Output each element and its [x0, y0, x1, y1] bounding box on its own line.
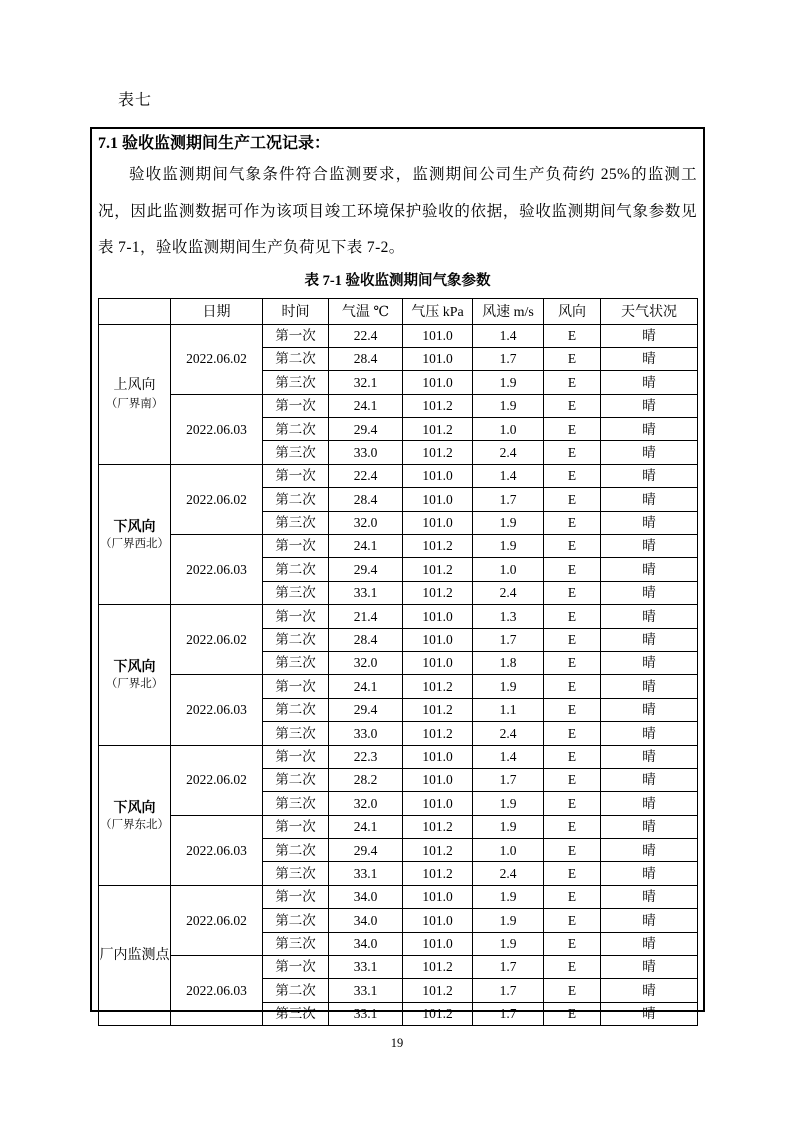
- pressure-cell: 101.2: [403, 394, 473, 417]
- pressure-cell: 101.2: [403, 956, 473, 979]
- temp-cell: 21.4: [329, 605, 403, 628]
- pressure-cell: 101.2: [403, 1002, 473, 1025]
- wind-dir-cell: E: [544, 979, 601, 1002]
- location-name: 下风向: [113, 518, 156, 535]
- temp-cell: 33.1: [329, 862, 403, 885]
- wind-dir-cell: E: [544, 371, 601, 394]
- wind-dir-cell: E: [544, 698, 601, 721]
- date-cell: 2022.06.03: [171, 535, 263, 605]
- temp-cell: 32.0: [329, 651, 403, 674]
- wind-dir-cell: E: [544, 909, 601, 932]
- date-cell: 2022.06.03: [171, 815, 263, 885]
- temp-cell: 22.3: [329, 745, 403, 768]
- time-cell: 第一次: [263, 885, 329, 908]
- weather-cell: 晴: [601, 558, 698, 581]
- weather-cell: 晴: [601, 464, 698, 487]
- wind-speed-cell: 1.7: [473, 956, 544, 979]
- time-cell: 第三次: [263, 862, 329, 885]
- col-header-3: 气温 ℃: [329, 298, 403, 324]
- date-cell: 2022.06.03: [171, 394, 263, 464]
- wind-speed-cell: 1.9: [473, 675, 544, 698]
- pressure-cell: 101.2: [403, 441, 473, 464]
- temp-cell: 29.4: [329, 558, 403, 581]
- date-cell: 2022.06.02: [171, 605, 263, 675]
- weather-cell: 晴: [601, 722, 698, 745]
- wind-dir-cell: E: [544, 862, 601, 885]
- temp-cell: 24.1: [329, 535, 403, 558]
- time-cell: 第一次: [263, 464, 329, 487]
- time-cell: 第一次: [263, 745, 329, 768]
- wind-speed-cell: 1.9: [473, 535, 544, 558]
- wind-dir-cell: E: [544, 651, 601, 674]
- pressure-cell: 101.0: [403, 347, 473, 370]
- col-header-5: 风速 m/s: [473, 298, 544, 324]
- pressure-cell: 101.0: [403, 605, 473, 628]
- col-header-0: [99, 298, 171, 324]
- pressure-cell: 101.0: [403, 768, 473, 791]
- wind-speed-cell: 2.4: [473, 581, 544, 604]
- wind-dir-cell: E: [544, 628, 601, 651]
- pressure-cell: 101.0: [403, 885, 473, 908]
- wind-dir-cell: E: [544, 347, 601, 370]
- table-header-row: [99, 298, 698, 324]
- wind-dir-cell: E: [544, 605, 601, 628]
- weather-cell: 晴: [601, 768, 698, 791]
- table-row: [99, 815, 698, 838]
- location-subname: （厂界南）: [105, 397, 164, 410]
- temp-cell: 33.1: [329, 581, 403, 604]
- weather-table: [98, 298, 698, 1027]
- temp-cell: 33.0: [329, 722, 403, 745]
- table-row: [99, 745, 698, 768]
- wind-speed-cell: 1.9: [473, 909, 544, 932]
- table-row: [99, 605, 698, 628]
- wind-speed-cell: 1.0: [473, 418, 544, 441]
- pressure-cell: 101.2: [403, 815, 473, 838]
- location-cell: [99, 745, 171, 885]
- location-cell: [99, 885, 171, 1025]
- col-header-4: 气压 kPa: [403, 298, 473, 324]
- pressure-cell: 101.0: [403, 371, 473, 394]
- pressure-cell: 101.0: [403, 932, 473, 955]
- weather-cell: 晴: [601, 979, 698, 1002]
- wind-dir-cell: E: [544, 418, 601, 441]
- wind-dir-cell: E: [544, 956, 601, 979]
- pressure-cell: 101.0: [403, 651, 473, 674]
- time-cell: 第一次: [263, 535, 329, 558]
- weather-cell: 晴: [601, 605, 698, 628]
- date-cell: 2022.06.03: [171, 956, 263, 1026]
- pressure-cell: 101.2: [403, 581, 473, 604]
- pressure-cell: 101.0: [403, 511, 473, 534]
- wind-speed-cell: 1.9: [473, 394, 544, 417]
- location-subname: （厂界西北）: [100, 538, 169, 551]
- pressure-cell: 101.0: [403, 792, 473, 815]
- wind-dir-cell: E: [544, 394, 601, 417]
- wind-speed-cell: 1.4: [473, 324, 544, 347]
- weather-cell: 晴: [601, 909, 698, 932]
- table-row: [99, 324, 698, 347]
- wind-speed-cell: 1.7: [473, 979, 544, 1002]
- wind-dir-cell: E: [544, 441, 601, 464]
- page-number: 19: [390, 1036, 404, 1050]
- temp-cell: 28.4: [329, 488, 403, 511]
- time-cell: 第三次: [263, 581, 329, 604]
- pressure-cell: 101.0: [403, 628, 473, 651]
- pressure-cell: 101.2: [403, 862, 473, 885]
- col-header-6: 风向: [544, 298, 601, 324]
- pressure-cell: 101.0: [403, 464, 473, 487]
- pressure-cell: 101.2: [403, 839, 473, 862]
- weather-cell: 晴: [601, 535, 698, 558]
- location-cell: [99, 605, 171, 745]
- page-top-label: 表七: [118, 92, 153, 109]
- time-cell: 第三次: [263, 651, 329, 674]
- wind-speed-cell: 1.9: [473, 371, 544, 394]
- wind-speed-cell: 1.4: [473, 745, 544, 768]
- wind-dir-cell: E: [544, 815, 601, 838]
- wind-speed-cell: 2.4: [473, 722, 544, 745]
- temp-cell: 24.1: [329, 394, 403, 417]
- weather-cell: 晴: [601, 581, 698, 604]
- temp-cell: 33.1: [329, 979, 403, 1002]
- weather-cell: 晴: [601, 1002, 698, 1025]
- wind-dir-cell: E: [544, 768, 601, 791]
- wind-speed-cell: 1.0: [473, 558, 544, 581]
- wind-dir-cell: E: [544, 1002, 601, 1025]
- pressure-cell: 101.0: [403, 488, 473, 511]
- wind-speed-cell: 1.4: [473, 464, 544, 487]
- wind-speed-cell: 1.9: [473, 792, 544, 815]
- temp-cell: 29.4: [329, 418, 403, 441]
- weather-cell: 晴: [601, 698, 698, 721]
- temp-cell: 22.4: [329, 464, 403, 487]
- wind-speed-cell: 1.7: [473, 347, 544, 370]
- wind-dir-cell: E: [544, 581, 601, 604]
- table-row: [99, 464, 698, 487]
- wind-dir-cell: E: [544, 839, 601, 862]
- wind-dir-cell: E: [544, 792, 601, 815]
- temp-cell: 32.1: [329, 371, 403, 394]
- wind-speed-cell: 1.7: [473, 628, 544, 651]
- wind-speed-cell: 1.8: [473, 651, 544, 674]
- temp-cell: 24.1: [329, 675, 403, 698]
- weather-cell: 晴: [601, 839, 698, 862]
- weather-cell: 晴: [601, 815, 698, 838]
- temp-cell: 28.4: [329, 347, 403, 370]
- date-cell: 2022.06.02: [171, 885, 263, 955]
- pressure-cell: 101.0: [403, 909, 473, 932]
- content-box: [90, 127, 705, 1022]
- wind-speed-cell: 1.3: [473, 605, 544, 628]
- time-cell: 第一次: [263, 815, 329, 838]
- temp-cell: 29.4: [329, 698, 403, 721]
- weather-cell: 晴: [601, 745, 698, 768]
- time-cell: 第二次: [263, 768, 329, 791]
- weather-cell: 晴: [601, 394, 698, 417]
- time-cell: 第三次: [263, 932, 329, 955]
- table-body: [99, 324, 698, 1026]
- pressure-cell: 101.2: [403, 675, 473, 698]
- time-cell: 第一次: [263, 956, 329, 979]
- wind-speed-cell: 1.9: [473, 885, 544, 908]
- temp-cell: 32.0: [329, 792, 403, 815]
- time-cell: 第三次: [263, 511, 329, 534]
- time-cell: 第三次: [263, 1002, 329, 1025]
- location-cell: [99, 464, 171, 604]
- date-cell: 2022.06.02: [171, 745, 263, 815]
- wind-speed-cell: 1.9: [473, 815, 544, 838]
- table-title: 表 7-1 验收监测期间气象参数: [304, 272, 491, 289]
- time-cell: 第二次: [263, 909, 329, 932]
- date-cell: 2022.06.02: [171, 324, 263, 394]
- wind-speed-cell: 1.7: [473, 1002, 544, 1025]
- wind-dir-cell: E: [544, 464, 601, 487]
- location-name: 下风向: [113, 798, 156, 815]
- pressure-cell: 101.2: [403, 722, 473, 745]
- weather-cell: 晴: [601, 932, 698, 955]
- table-row: [99, 956, 698, 979]
- time-cell: 第三次: [263, 371, 329, 394]
- pressure-cell: 101.2: [403, 558, 473, 581]
- pressure-cell: 101.2: [403, 698, 473, 721]
- col-header-2: 时间: [263, 298, 329, 324]
- time-cell: 第三次: [263, 441, 329, 464]
- wind-speed-cell: 2.4: [473, 441, 544, 464]
- location-name: 下风向: [113, 658, 156, 675]
- temp-cell: 32.0: [329, 511, 403, 534]
- wind-speed-cell: 1.1: [473, 698, 544, 721]
- time-cell: 第一次: [263, 324, 329, 347]
- wind-dir-cell: E: [544, 745, 601, 768]
- col-header-7: 天气状况: [601, 298, 698, 324]
- wind-speed-cell: 1.7: [473, 488, 544, 511]
- time-cell: 第二次: [263, 347, 329, 370]
- table-row: [99, 885, 698, 908]
- pressure-cell: 101.2: [403, 979, 473, 1002]
- pressure-cell: 101.0: [403, 324, 473, 347]
- temp-cell: 24.1: [329, 815, 403, 838]
- weather-cell: 晴: [601, 371, 698, 394]
- temp-cell: 34.0: [329, 909, 403, 932]
- temp-cell: 33.0: [329, 441, 403, 464]
- weather-cell: 晴: [601, 418, 698, 441]
- time-cell: 第一次: [263, 605, 329, 628]
- weather-cell: 晴: [601, 441, 698, 464]
- time-cell: 第二次: [263, 698, 329, 721]
- time-cell: 第二次: [263, 979, 329, 1002]
- temp-cell: 33.1: [329, 956, 403, 979]
- pressure-cell: 101.2: [403, 418, 473, 441]
- wind-dir-cell: E: [544, 488, 601, 511]
- time-cell: 第三次: [263, 722, 329, 745]
- wind-dir-cell: E: [544, 932, 601, 955]
- time-cell: 第一次: [263, 675, 329, 698]
- wind-dir-cell: E: [544, 535, 601, 558]
- weather-cell: 晴: [601, 675, 698, 698]
- temp-cell: 28.2: [329, 768, 403, 791]
- temp-cell: 34.0: [329, 885, 403, 908]
- wind-speed-cell: 1.0: [473, 839, 544, 862]
- wind-speed-cell: 1.9: [473, 932, 544, 955]
- weather-cell: 晴: [601, 885, 698, 908]
- temp-cell: 34.0: [329, 932, 403, 955]
- time-cell: 第二次: [263, 418, 329, 441]
- weather-cell: 晴: [601, 862, 698, 885]
- date-cell: 2022.06.03: [171, 675, 263, 745]
- weather-cell: 晴: [601, 488, 698, 511]
- weather-cell: 晴: [601, 628, 698, 651]
- time-cell: 第二次: [263, 839, 329, 862]
- wind-speed-cell: 2.4: [473, 862, 544, 885]
- weather-cell: 晴: [601, 651, 698, 674]
- wind-dir-cell: E: [544, 324, 601, 347]
- wind-dir-cell: E: [544, 722, 601, 745]
- wind-dir-cell: E: [544, 885, 601, 908]
- temp-cell: 28.4: [329, 628, 403, 651]
- pressure-cell: 101.2: [403, 535, 473, 558]
- section-heading: 7.1 验收监测期间生产工况记录：: [98, 135, 331, 152]
- temp-cell: 33.1: [329, 1002, 403, 1025]
- wind-dir-cell: E: [544, 558, 601, 581]
- location-cell: [99, 324, 171, 464]
- section-paragraph: 验收监测期间气象条件符合监测要求，监测期间公司生产负荷约 25%的监测工况，因此监测数据可作为该项目竣工环境保护验收的依据，验收监测期间气象参数见表 7-1，验收监测期间生产负荷见下表 7-2。: [98, 166, 697, 256]
- wind-dir-cell: E: [544, 511, 601, 534]
- time-cell: 第一次: [263, 394, 329, 417]
- location-name: 上风向: [113, 377, 156, 393]
- wind-speed-cell: 1.7: [473, 768, 544, 791]
- table-row: [99, 535, 698, 558]
- wind-speed-cell: 1.9: [473, 511, 544, 534]
- location-name: 厂内监测点: [99, 947, 170, 963]
- weather-cell: 晴: [601, 347, 698, 370]
- time-cell: 第二次: [263, 488, 329, 511]
- weather-cell: 晴: [601, 956, 698, 979]
- weather-cell: 晴: [601, 511, 698, 534]
- temp-cell: 29.4: [329, 839, 403, 862]
- time-cell: 第二次: [263, 558, 329, 581]
- wind-dir-cell: E: [544, 675, 601, 698]
- time-cell: 第三次: [263, 792, 329, 815]
- weather-cell: 晴: [601, 324, 698, 347]
- temp-cell: 22.4: [329, 324, 403, 347]
- pressure-cell: 101.0: [403, 745, 473, 768]
- table-row: [99, 675, 698, 698]
- table-row: [99, 394, 698, 417]
- col-header-1: 日期: [171, 298, 263, 324]
- location-subname: （厂界东北）: [100, 818, 169, 831]
- date-cell: 2022.06.02: [171, 464, 263, 534]
- time-cell: 第二次: [263, 628, 329, 651]
- table-header: [99, 298, 698, 324]
- weather-cell: 晴: [601, 792, 698, 815]
- location-subname: （厂界北）: [105, 678, 164, 691]
